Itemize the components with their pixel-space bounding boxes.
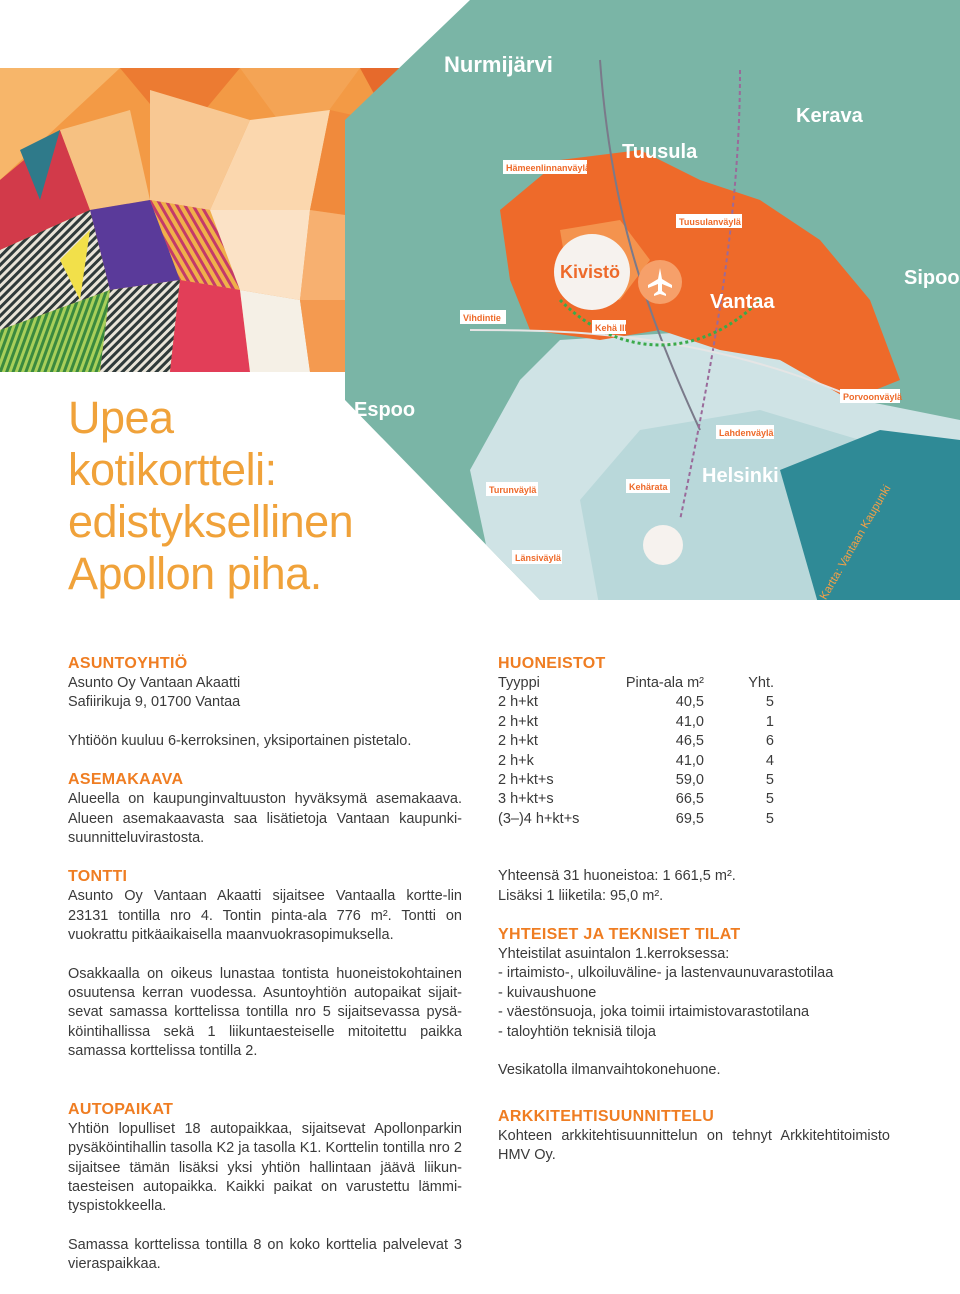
- map-road-label: Hämeenlinnanväylä: [506, 163, 591, 173]
- map-road-label: Vihdintie: [463, 313, 501, 323]
- table-header-row: [498, 674, 774, 693]
- cell-area: 41,0: [675, 713, 704, 730]
- cell-area: 41,0: [675, 752, 704, 769]
- table-row: [498, 771, 774, 790]
- plot-text: Osakkaalla on oikeus lunastaa tontista huoneistokohtainen osuutensa kerran vuodessa. Asuntoyhtiön autopaikat sijait-sevat samassa korttelissa tontilla nro 5 sijaitsevassa pysä-köintihallissa sekä 1 liikuntaesteiselle mitoitettu paikka samassa korttelissa tontilla 2.: [68, 965, 462, 1060]
- parking-text: Samassa korttelissa tontilla 8 on koko korttelia palvelevat 3 vieraspaikkaa.: [68, 1236, 462, 1273]
- cell-area: 66,5: [675, 791, 704, 808]
- section-heading: ASUNTOYHTIÖ: [68, 655, 188, 672]
- cell-area: 46,5: [675, 733, 704, 750]
- page-title: [68, 392, 448, 600]
- left-column: [68, 654, 462, 1275]
- cell-type: 2 h+kt+s: [498, 772, 554, 789]
- map-road-label: Kehärata: [629, 482, 668, 492]
- cell-type: 2 h+kt: [498, 733, 538, 750]
- apartment-table: [498, 674, 774, 829]
- company-address: Safiirikuja 9, 01700 Vantaa: [68, 694, 241, 711]
- table-row: [498, 752, 774, 771]
- table-row: [498, 693, 774, 712]
- map-road-label: Tuusulanväylä: [679, 217, 741, 227]
- cell-count: 5: [765, 772, 774, 789]
- cell-count: 5: [765, 810, 774, 827]
- map-place-label: Kerava: [796, 105, 863, 127]
- cell-count: 4: [765, 752, 774, 769]
- section-heading: HUONEISTOT: [498, 655, 606, 672]
- common-spaces-intro: Yhteistilat asuintalon 1.kerroksessa:: [498, 946, 730, 963]
- section-heading: AUTOPAIKAT: [68, 1100, 174, 1118]
- title-line: Upea: [68, 392, 174, 443]
- company-name: Asunto Oy Vantaan Akaatti: [68, 675, 241, 691]
- map-place-label: Helsinki: [702, 465, 779, 487]
- zoning-text: Alueella on kaupunginvaltuuston hyväksymä asemakaava. Alueen asemakaavasta saa lisätietoja Vantaan kaupunki-suunnitteluvirastosta.: [68, 791, 462, 847]
- map-credit: Kartta: Vantaan Kaupunki: [818, 483, 894, 602]
- cell-type: 2 h+kt: [498, 713, 538, 730]
- map-place-label: Vantaa: [710, 291, 775, 313]
- map-road-label: Lahdenväylä: [719, 428, 774, 438]
- map-road-label: Länsiväylä: [515, 553, 562, 563]
- right-column: [498, 654, 890, 1165]
- section-heading: TONTTI: [68, 868, 128, 886]
- map-place-label: Sipoo: [904, 267, 960, 289]
- list-item: - irtaimisto-, ulkoiluväline- ja lastenvaunuvarastotilaa: [498, 965, 834, 982]
- cell-area: 40,5: [675, 694, 704, 711]
- cell-count: 5: [765, 694, 774, 711]
- list-item: - väestönsuoja, joka toimii irtaimistovarastotilana: [498, 1004, 810, 1021]
- map-place-label: Tuusula: [622, 141, 698, 163]
- cell-type: 2 h+k: [498, 752, 534, 769]
- table-row: [498, 810, 774, 829]
- cell-count: 5: [765, 791, 774, 808]
- map-road-label: Turunväylä: [489, 485, 537, 495]
- apartments-total: Yhteensä 31 huoneistoa: 1 661,5 m².: [498, 868, 736, 885]
- map-place-label: Kivistö: [560, 262, 621, 282]
- cell-count: 1: [765, 713, 774, 730]
- cell-type: (3–)4 h+kt+s: [498, 810, 580, 827]
- column-header: Pinta-ala m²: [625, 675, 704, 691]
- table-row: [498, 790, 774, 809]
- cell-type: 2 h+kt: [498, 694, 538, 711]
- table-row: [498, 732, 774, 751]
- list-item: - kuivaushuone: [498, 984, 597, 1001]
- table-row: [498, 713, 774, 732]
- map-place-label: Espoo: [354, 399, 416, 421]
- title-line: Apollon piha.: [68, 548, 322, 599]
- column-header: Tyyppi: [498, 675, 540, 691]
- title-line: edistyksellinen: [68, 496, 354, 547]
- cell-area: 59,0: [675, 772, 704, 789]
- map-place-label: Nurmijärvi: [444, 52, 553, 77]
- plot-text: Asunto Oy Vantaan Akaatti sijaitsee Vantaalla kortte-lin 23131 tontilla nro 4. Tontin pinta-ala 776 m². Tontti on vuokrattu pitkäaikaisella maanvuokrasopimuksella.: [68, 888, 462, 944]
- title-line: kotikortteli:: [68, 444, 277, 495]
- map-road-label: Kehä III: [595, 323, 628, 333]
- section-heading: YHTEISET JA TEKNISET TILAT: [498, 926, 741, 944]
- column-header: Yht.: [748, 675, 774, 691]
- company-description: Yhtiöön kuuluu 6-kerroksinen, yksiportainen pistetalo.: [68, 732, 412, 749]
- cell-area: 69,5: [675, 810, 704, 827]
- parking-text: Yhtiön lopulliset 18 autopaikkaa, sijaitsevat Apollonparkin pysäköintihallin tasolla K2 ja tasolla K1. Korttelin tontilla nro 2 sijaitsee tämän lisäksi yksi yhtiön hallintaan jäävä liikun-taesteisen autopaikka. Kaikki paikat on varustettu lämmi-tyspistokkeella.: [68, 1120, 462, 1215]
- map-road-label: Porvoonväylä: [843, 392, 903, 402]
- architect-text: Kohteen arkkitehtisuunnittelun on tehnyt Arkkitehtitoimisto HMV Oy.: [498, 1127, 890, 1163]
- ventilation-note: Vesikatolla ilmanvaihtokonehuone.: [498, 1062, 721, 1079]
- cell-count: 6: [765, 733, 774, 750]
- list-item: - taloyhtiön teknisiä tiloja: [498, 1023, 656, 1040]
- section-heading: ARKKITEHTISUUNNITTELU: [498, 1107, 715, 1125]
- cell-type: 3 h+kt+s: [498, 791, 554, 808]
- commercial-space: Lisäksi 1 liiketila: 95,0 m².: [498, 887, 664, 904]
- section-heading: ASEMAKAAVA: [68, 771, 184, 789]
